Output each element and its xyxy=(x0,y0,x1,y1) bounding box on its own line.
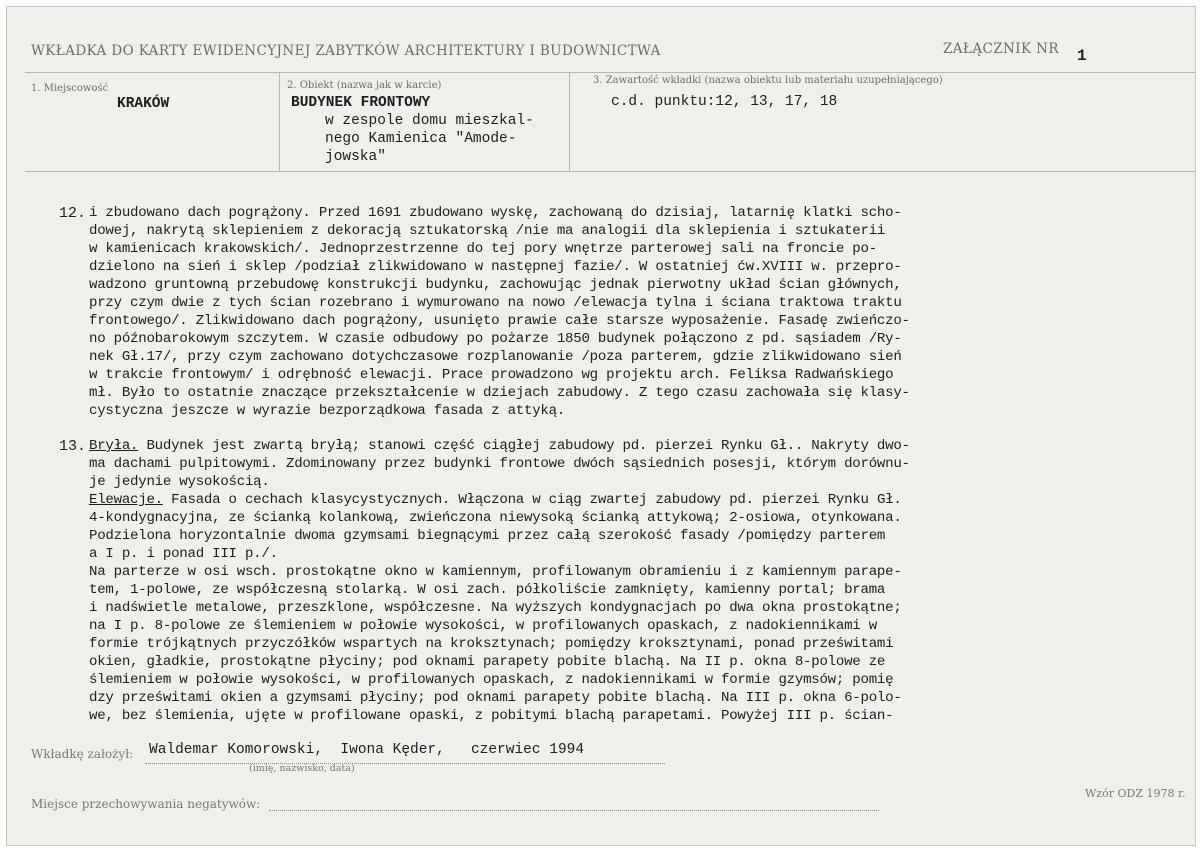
section-12-line: w trakcie frontowym/ i odrębność elewacji. Prace prowadzono wg projektu arch. Feliksa Radwańskiego xyxy=(89,367,894,383)
negatives-dotted-line xyxy=(269,810,879,811)
elewacje-heading: Elewacje. xyxy=(89,492,163,508)
section-13-line: tem, 1-polowe, ze współczesną stolarką. W osi zach. półkoliście zamknięty, kamienny portal; brama xyxy=(89,582,886,598)
section-13-line: na I p. 8-polowe ze ślemieniem w połowie wysokości, w profilowanych opaskach, z nadokiennikami w xyxy=(89,618,877,634)
section-13-bryla-line xyxy=(89,438,910,454)
section-13-line: i nadświetle metalowe, przeszklone, współczesne. Na wyższych kondygnacjach po dwa okna prostokątne; xyxy=(89,600,902,616)
card-title: WKŁADKA DO KARTY EWIDENCYJNEJ ZABYTKÓW ARCHITEKTURY I BUDOWNICTWA xyxy=(31,43,661,59)
field-2-value-line2: w zespole domu mieszkal- xyxy=(325,113,534,129)
field-1-label: 1. Miejscowość xyxy=(31,83,109,94)
author-label: Wkładkę założył: xyxy=(31,747,134,761)
field-2-label: 2. Obiekt (nazwa jak w karcie) xyxy=(287,80,442,91)
field-divider-1 xyxy=(279,72,280,172)
attachment-number: 1 xyxy=(1077,47,1087,65)
negatives-location-label: Miejsce przechowywania negatywów: xyxy=(31,797,261,811)
bryla-heading: Bryła. xyxy=(89,438,139,454)
section-12-line: wadzono gruntowną przebudowę konstrukcji budynku, zachowując jednak pierwotny układ ścian głównych, xyxy=(89,277,902,293)
bryla-text: Budynek jest zwartą bryłą; stanowi część ciągłej zabudowy pd. pierzei Rynku Gł.. Nakryty dwo- xyxy=(138,438,910,454)
field-3-label: 3. Zawartość wkładki (nazwa obiektu lub materiału uzupełniającego) xyxy=(593,75,943,86)
section-12-line: frontowego/. Zlikwidowano dach pogrążony, usunięto prawie całe starsze wyposażenie. Fasadę zwieńczo- xyxy=(89,313,910,329)
section-12-line: w kamienicach krakowskich/. Jednoprzestrzenne do tej pory wnętrze parterowej sali na froncie po- xyxy=(89,241,877,257)
section-12-line: cystyczna jeszcze w wyrazie bezporządkowa fasada z attyką. xyxy=(89,403,566,419)
section-13-line: je jedynie wysokością. xyxy=(89,474,270,490)
field-2-value-line4: jowska" xyxy=(325,149,386,165)
section-13-line: a I p. i ponad III p./. xyxy=(89,546,278,562)
section-13-elewacje-line xyxy=(89,492,902,508)
inventory-card xyxy=(6,6,1196,846)
section-12-line: nek Gł.17/, przy czym zachowano dotychczasowe rozplanowanie /poza parterem, gdzie zlikwidowano sień xyxy=(89,349,902,365)
section-12-line: no późnobarokowym szczytem. W czasie odbudowy po pożarze 1850 budynek połączono z pd. sąsiadem /Ry- xyxy=(89,331,902,347)
field-2-value-line1: BUDYNEK FRONTOWY xyxy=(291,95,431,111)
field-2-value-line3: nego Kamienica "Amode- xyxy=(325,131,517,147)
section-13-line: we, bez ślemienia, ujęte w profilowane opaski, z pobitymi blachą parapetami. Powyżej III p. ścian- xyxy=(89,708,894,724)
author-dotted-line xyxy=(145,763,665,764)
form-template-label: Wzór ODZ 1978 r. xyxy=(1085,787,1186,800)
section-12-line: i zbudowano dach pogrążony. Przed 1691 zbudowano wyskę, zachowaną do dzisiaj, latarnię klatki scho- xyxy=(89,205,902,221)
section-13-line: formie trójkątnych przyczółków wspartych na kroksztynach; pomiędzy kroksztynami, ponad prześwitami xyxy=(89,636,894,652)
field-divider-2 xyxy=(569,72,570,172)
author-value: Waldemar Komorowski, Iwona Kęder, czerwiec 1994 xyxy=(149,742,585,758)
section-13-line: okien, gładkie, prostokątne płyciny; pod oknami parapety pobite blachą. Na II p. okna 8-polowe ze xyxy=(89,654,886,670)
elewacje-text: Fasada o cechach klasycystycznych. Włączona w ciąg zwartej zabudowy pd. pierzei Rynku Gł. xyxy=(162,492,902,508)
section-13-line: 4-kondygnacyjna, ze ścianką kolankową, zwieńczona niewysoką ścianką attykową; 2-osiowa, otynkowana. xyxy=(89,510,902,526)
header-divider-bottom xyxy=(25,171,1195,172)
section-13-line: dzy prześwitami okien a gzymsami płyciny; pod oknami parapety pobite blachą. Na III p. okna 6-polo- xyxy=(89,690,902,706)
author-hint: (imię, nazwisko, data) xyxy=(249,763,355,774)
section-13-line: ślemieniem w połowie wysokości, w profilowanych opaskach, z nadokiennikami w formie gzymsów; pomię xyxy=(89,672,894,688)
section-12-number: 12. xyxy=(59,205,87,222)
section-12-line: przy czym dwie z tych ścian rozebrano i wymurowano na nowo /elewacja tylna i ściana traktowa traktu xyxy=(89,295,902,311)
section-13-line: Na parterze w osi wsch. prostokątne okno w kamiennym, profilowanym obramieniu i z kamiennym parape- xyxy=(89,564,902,580)
section-12-line: dowej, nakrytą sklepieniem z dekoracją sztukatorską /nie ma analogii dla sklepienia i sztukaterii xyxy=(89,223,886,239)
section-12-line: mł. Było to ostatnie znaczące przekształcenie w dziejach zabudowy. Z tego czasu zachowała się klasy- xyxy=(89,385,910,401)
section-13-line: Podzielona horyzontalnie dwoma gzymsami biegnącymi przez całą szerokość fasady /pomiędzy parterem xyxy=(89,528,886,544)
section-12-line: dzielono na sień i sklep /podział zlikwidowano w następnej fazie/. W ostatniej ćw.XVIII w. przepro- xyxy=(89,259,902,275)
section-13-number: 13. xyxy=(59,438,87,455)
field-3-value: c.d. punktu:12, 13, 17, 18 xyxy=(611,94,838,110)
field-1-value: KRAKÓW xyxy=(117,96,170,112)
section-13-line: ma dachami pulpitowymi. Zdominowany przez budynki frontowe dwóch sąsiednich posesji, którym dorównu- xyxy=(89,456,910,472)
attachment-label: ZAŁĄCZNIK NR xyxy=(943,41,1059,57)
header-divider-top xyxy=(25,72,1195,73)
